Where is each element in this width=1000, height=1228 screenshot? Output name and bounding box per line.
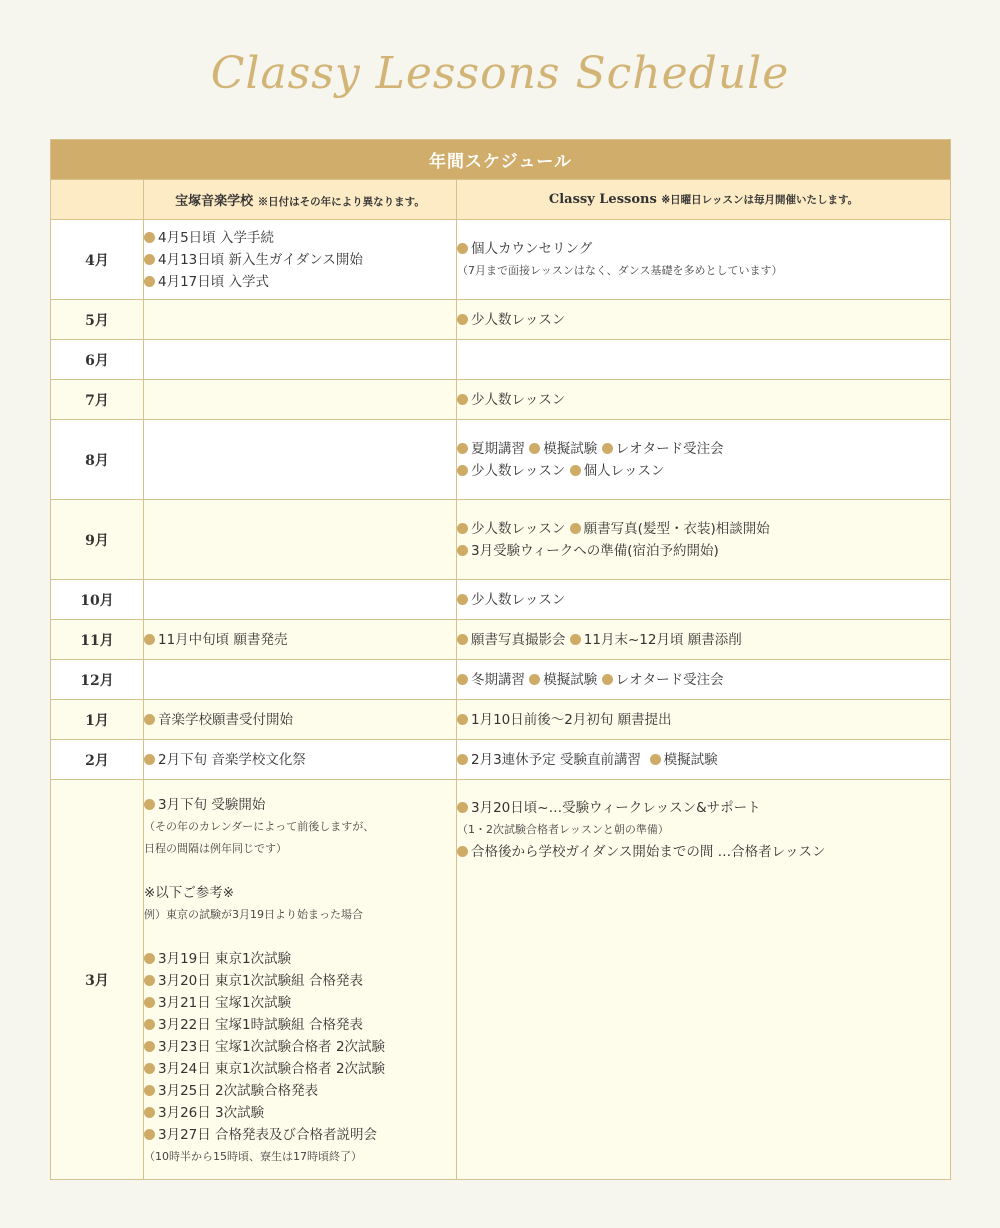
- bullet-dot-icon: [570, 634, 581, 645]
- school-cell: [144, 620, 457, 660]
- table-row: [51, 300, 951, 340]
- bullet-dot-icon: [457, 394, 468, 405]
- classy-column-title: Classy Lessons: [548, 192, 657, 207]
- item-text: 願書写真撮影会: [471, 631, 566, 648]
- item-text: 3月25日 2次試験合格発表: [158, 1083, 319, 1099]
- school-cell: [144, 580, 457, 620]
- bullet-dot-icon: [457, 594, 468, 605]
- month-cell: 2月: [51, 740, 144, 780]
- bullet-dot-icon: [529, 443, 540, 454]
- month-cell: 3月: [51, 780, 144, 1180]
- item-text: 少人数レッスン: [471, 591, 566, 608]
- list-item: [144, 970, 456, 992]
- school-column-title: 宝塚音楽学校: [175, 194, 254, 209]
- cell-note: （その年のカレンダーによって前後しますが、: [144, 820, 375, 833]
- school-cell: [144, 660, 457, 700]
- bullet-dot-icon: [144, 1107, 155, 1118]
- list-item: [144, 1036, 456, 1058]
- month-column-header: [51, 180, 144, 220]
- list-item: [144, 1058, 456, 1080]
- school-cell: [144, 700, 457, 740]
- month-cell: 5月: [51, 300, 144, 340]
- bullet-dot-icon: [144, 254, 155, 265]
- item-text: 3月20日頃~…受験ウィークレッスン&サポート: [471, 800, 761, 816]
- school-column-note: ※日付はその年により異なります。: [257, 196, 425, 208]
- bullet-dot-icon: [457, 714, 468, 725]
- item-text: 少人数レッスン: [471, 311, 566, 328]
- classy-column-note: ※日曜日レッスンは毎月開催いたします。: [661, 194, 859, 206]
- classy-cell: [457, 500, 951, 580]
- bullet-dot-icon: [144, 1019, 155, 1030]
- classy-cell: [457, 300, 951, 340]
- bullet-dot-icon: [144, 276, 155, 287]
- month-cell: 6月: [51, 340, 144, 380]
- list-item: [457, 309, 950, 331]
- item-text: 3月21日 宝塚1次試験: [158, 995, 292, 1011]
- item-text: 模擬試験: [543, 440, 598, 457]
- item-text: 2月3連休予定 受験直前講習: [471, 751, 641, 768]
- month-cell: 7月: [51, 380, 144, 420]
- item-text: 少人数レッスン: [471, 462, 566, 479]
- classy-cell: [457, 380, 951, 420]
- month-cell: 4月: [51, 220, 144, 300]
- table-row: [51, 660, 951, 700]
- school-column-header: [144, 180, 457, 220]
- item-text: 2月下旬 音楽学校文化祭: [158, 751, 306, 768]
- bullet-dot-icon: [144, 953, 155, 964]
- bullet-dot-icon: [144, 1063, 155, 1074]
- item-text: 3月20日 東京1次試験組 合格発表: [158, 973, 363, 989]
- list-item: [457, 669, 950, 691]
- bullet-dot-icon: [144, 634, 155, 645]
- school-cell: [144, 780, 457, 1180]
- list-item: [144, 948, 456, 970]
- reference-title: ※以下ご参考※: [144, 885, 235, 901]
- item-text: 3月受験ウィークへの準備(宿泊予約開始): [471, 542, 719, 559]
- bullet-dot-icon: [457, 243, 468, 254]
- bullet-dot-icon: [650, 754, 661, 765]
- school-cell: [144, 220, 457, 300]
- bullet-dot-icon: [144, 1129, 155, 1140]
- classy-cell: [457, 620, 951, 660]
- month-cell: 11月: [51, 620, 144, 660]
- table-row: [51, 420, 951, 500]
- school-cell: [144, 500, 457, 580]
- item-text: 11月中旬頃 願書発売: [158, 631, 288, 648]
- list-item: [144, 1080, 456, 1102]
- table-row: [51, 380, 951, 420]
- table-row: [51, 500, 951, 580]
- cell-note: 日程の間隔は例年同じです）: [144, 842, 287, 855]
- list-item: [144, 227, 456, 249]
- annual-schedule-table: [50, 139, 951, 1180]
- item-text: レオタード受注会: [615, 671, 724, 688]
- bullet-dot-icon: [457, 545, 468, 556]
- table-header: 年間スケジュール: [51, 140, 951, 180]
- page-title: Classy Lessons Schedule: [210, 48, 790, 99]
- cell-note: （7月まで面接レッスンはなく、ダンス基礎を多めとしています）: [457, 263, 783, 277]
- list-item: [457, 709, 950, 731]
- bullet-dot-icon: [144, 754, 155, 765]
- item-text: 3月26日 3次試験: [158, 1105, 265, 1121]
- bullet-dot-icon: [570, 465, 581, 476]
- bullet-dot-icon: [457, 523, 468, 534]
- item-text: 願書写真(髪型・衣装)相談開始: [583, 520, 770, 537]
- bullet-dot-icon: [144, 1085, 155, 1096]
- classy-cell: [457, 780, 951, 1180]
- month-cell: 8月: [51, 420, 144, 500]
- item-text: 4月17日頃 入学式: [158, 273, 270, 290]
- item-text: 個人カウンセリング: [471, 240, 593, 257]
- cell-note: （1・2次試験合格者レッスンと朝の準備）: [457, 823, 669, 836]
- school-cell: [144, 380, 457, 420]
- bullet-dot-icon: [457, 465, 468, 476]
- item-text: 個人レッスン: [583, 462, 665, 479]
- list-item: [144, 271, 456, 293]
- item-text: レオタード受注会: [615, 440, 724, 457]
- bullet-dot-icon: [144, 232, 155, 243]
- item-text: 3月22日 宝塚1時試験組 合格発表: [158, 1017, 363, 1033]
- list-item: [144, 1014, 456, 1036]
- list-item: [144, 1124, 456, 1146]
- month-cell: 12月: [51, 660, 144, 700]
- classy-cell: [457, 420, 951, 500]
- table-row: [51, 740, 951, 780]
- table-row: [51, 580, 951, 620]
- classy-cell: [457, 660, 951, 700]
- item-text: 3月24日 東京1次試験合格者 2次試験: [158, 1061, 386, 1077]
- list-item: [457, 438, 950, 460]
- list-item: [457, 238, 950, 260]
- bullet-dot-icon: [570, 523, 581, 534]
- bullet-dot-icon: [144, 799, 155, 810]
- list-item: [457, 797, 950, 819]
- table-row: [51, 700, 951, 740]
- item-text: 1月10日前後〜2月初旬 願書提出: [471, 711, 672, 728]
- bullet-dot-icon: [144, 997, 155, 1008]
- item-text: 4月5日頃 入学手続: [158, 229, 274, 246]
- list-item: [144, 794, 456, 816]
- item-text: 少人数レッスン: [471, 391, 566, 408]
- list-item: [144, 1102, 456, 1124]
- list-item: [457, 389, 950, 411]
- bullet-dot-icon: [602, 674, 613, 685]
- school-cell: [144, 300, 457, 340]
- month-cell: 1月: [51, 700, 144, 740]
- bullet-dot-icon: [457, 802, 468, 813]
- bullet-dot-icon: [529, 674, 540, 685]
- bullet-dot-icon: [457, 846, 468, 857]
- item-text: 模擬試験: [663, 751, 718, 768]
- classy-cell: [457, 580, 951, 620]
- school-cell: [144, 420, 457, 500]
- table-row: [51, 220, 951, 300]
- list-item: [144, 709, 456, 731]
- bullet-dot-icon: [602, 443, 613, 454]
- list-item: [457, 460, 950, 482]
- list-item: [457, 540, 950, 562]
- list-item: [144, 629, 456, 651]
- classy-cell: [457, 340, 951, 380]
- bullet-dot-icon: [144, 1041, 155, 1052]
- list-item: [457, 518, 950, 540]
- bullet-dot-icon: [144, 975, 155, 986]
- item-text: 模擬試験: [543, 671, 598, 688]
- list-item: [457, 589, 950, 611]
- cell-note: （10時半から15時頃、寮生は17時頃終了）: [144, 1150, 362, 1163]
- bullet-dot-icon: [457, 674, 468, 685]
- classy-column-header: [457, 180, 951, 220]
- item-text: 3月23日 宝塚1次試験合格者 2次試験: [158, 1039, 386, 1055]
- reference-example: 例）東京の試験が3月19日より始まった場合: [144, 908, 363, 921]
- bullet-dot-icon: [457, 443, 468, 454]
- item-text: 3月下旬 受験開始: [158, 797, 266, 813]
- classy-cell: [457, 220, 951, 300]
- school-cell: [144, 340, 457, 380]
- classy-cell: [457, 740, 951, 780]
- list-item: [144, 749, 456, 771]
- item-text: 少人数レッスン: [471, 520, 566, 537]
- table-row: [51, 340, 951, 380]
- bullet-dot-icon: [457, 634, 468, 645]
- item-text: 合格後から学校ガイダンス開始までの間 …合格者レッスン: [471, 844, 826, 860]
- bullet-dot-icon: [144, 714, 155, 725]
- item-text: 3月19日 東京1次試験: [158, 951, 292, 967]
- list-item: [457, 629, 950, 651]
- classy-cell: [457, 700, 951, 740]
- school-cell: [144, 740, 457, 780]
- list-item: [457, 749, 950, 771]
- list-item: [144, 249, 456, 271]
- bullet-dot-icon: [457, 314, 468, 325]
- list-item: [457, 841, 950, 863]
- bullet-dot-icon: [457, 754, 468, 765]
- list-item: [144, 992, 456, 1014]
- month-cell: 9月: [51, 500, 144, 580]
- item-text: 4月13日頃 新入生ガイダンス開始: [158, 251, 363, 268]
- item-text: 夏期講習: [471, 440, 525, 457]
- item-text: 3月27日 合格発表及び合格者説明会: [158, 1127, 378, 1143]
- month-cell: 10月: [51, 580, 144, 620]
- item-text: 11月末~12月頃 願書添削: [583, 631, 742, 648]
- table-row: [51, 620, 951, 660]
- item-text: 音楽学校願書受付開始: [158, 711, 293, 728]
- table-row: [51, 780, 951, 1180]
- item-text: 冬期講習: [471, 671, 525, 688]
